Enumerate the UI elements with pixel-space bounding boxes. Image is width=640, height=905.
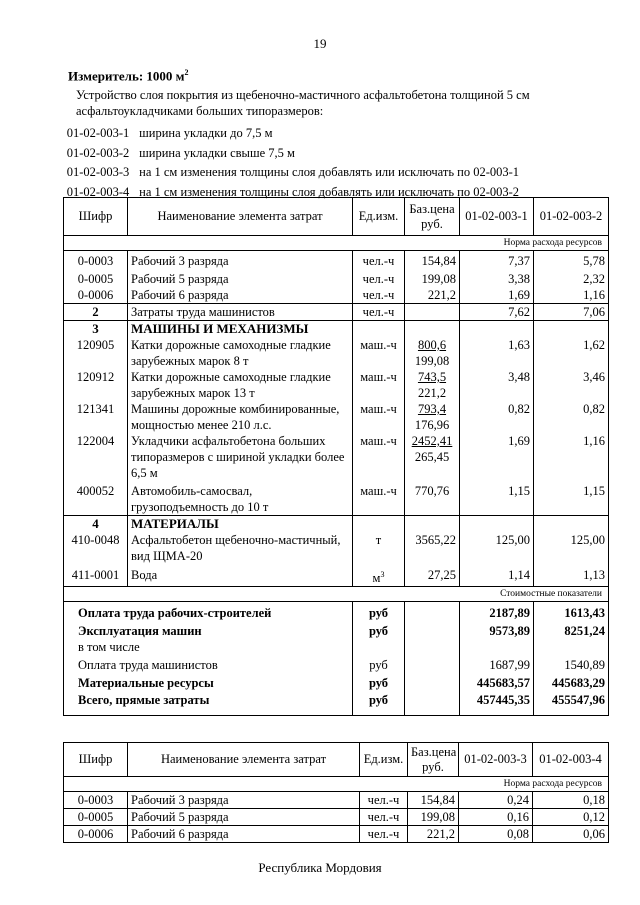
row-name: Рабочий 3 разряда: [128, 792, 360, 809]
row-code: 121341: [64, 401, 128, 433]
summary-unit: руб: [353, 602, 405, 622]
section-row: [64, 516, 609, 533]
table-row: [64, 369, 609, 401]
summary-row: [64, 655, 609, 673]
row-value-2: 0,18: [533, 792, 609, 809]
row-value-2: 5,78: [534, 251, 609, 270]
row-price: 154,84: [408, 792, 459, 809]
header-col2: 01-02-003-2: [534, 198, 609, 236]
row-name: Вода: [128, 564, 353, 587]
summary-value-1: 9573,89: [460, 621, 534, 639]
row-value-2: 1,16: [534, 433, 609, 481]
row-value-1: 1,15: [460, 481, 534, 516]
header-col2: 01-02-003-4: [533, 743, 609, 777]
price-primary: 2452,41: [411, 434, 453, 448]
summary-unit: руб: [353, 655, 405, 673]
header-col1: 01-02-003-3: [459, 743, 533, 777]
empty-cell: [405, 321, 460, 338]
row-unit: чел.-ч: [360, 792, 408, 809]
empty-cell: [353, 321, 405, 338]
header-unit: Ед.изм.: [360, 743, 408, 777]
table-row: [64, 337, 609, 369]
row-value-1: 1,69: [460, 433, 534, 481]
empty-cell: [405, 621, 460, 639]
row-price: [405, 369, 460, 401]
header-price: Баз.цена руб.: [408, 743, 459, 777]
code-id: 01-02-003-3: [66, 165, 130, 179]
measure-sup: 2: [184, 68, 189, 77]
table-row: [64, 809, 609, 826]
summary-value-1: 457445,35: [460, 691, 534, 715]
row-value-1: 1,14: [460, 564, 534, 587]
row-value-2: 7,06: [534, 304, 609, 321]
code-text: ширина укладки свыше 7,5 м: [139, 145, 295, 160]
resource-table-2: [63, 742, 609, 843]
row-name: Укладчики асфальтобетона больших типоразмеров с шириной укладки более 6,5 м: [128, 433, 353, 481]
section-title: МАТЕРИАЛЫ: [128, 516, 353, 533]
row-price: 221,2: [408, 826, 459, 843]
row-price: 199,08: [408, 809, 459, 826]
row-unit: чел.-ч: [360, 826, 408, 843]
empty-cell: [460, 639, 534, 655]
header-unit: Ед.изм.: [353, 198, 405, 236]
row-price: 3565,22: [405, 532, 460, 564]
row-price: 27,25: [405, 564, 460, 587]
row-value-1: 0,16: [459, 809, 533, 826]
row-code: 0-0006: [64, 287, 128, 304]
price-secondary: 176,96: [414, 418, 450, 432]
empty-cell: [534, 639, 609, 655]
row-value-2: 3,46: [534, 369, 609, 401]
summary-label: Оплата труда рабочих-строителей: [64, 602, 353, 622]
row-unit: чел.-ч: [353, 304, 405, 321]
row-name: Рабочий 6 разряда: [128, 826, 360, 843]
section-title: МАШИНЫ И МЕХАНИЗМЫ: [128, 321, 353, 338]
row-value-1: 0,82: [460, 401, 534, 433]
row-value-1: 7,62: [460, 304, 534, 321]
work-description: Устройство слоя покрытия из щебеночно-мастичного асфальтобетона толщиной 5 см асфальтоукладчиками больших типоразмеров:: [76, 88, 530, 118]
row-value-1: 3,48: [460, 369, 534, 401]
empty-cell: [460, 321, 534, 338]
empty-cell: [405, 639, 460, 655]
resource-table-1: [63, 197, 609, 716]
price-primary: 793,4: [417, 402, 447, 416]
row-value-2: 125,00: [534, 532, 609, 564]
summary-value-2: 445683,29: [534, 673, 609, 691]
row-unit: т: [353, 532, 405, 564]
row-value-1: 1,63: [460, 337, 534, 369]
summary-label: Материальные ресурсы: [64, 673, 353, 691]
empty-cell: [353, 516, 405, 533]
row-code: 120905: [64, 337, 128, 369]
row-value-2: 2,32: [534, 269, 609, 287]
summary-value-2: 1613,43: [534, 602, 609, 622]
price-secondary: 199,08: [414, 354, 450, 368]
summary-value-2: 1540,89: [534, 655, 609, 673]
row-code: 0-0005: [64, 269, 128, 287]
row-price: [405, 337, 460, 369]
table-row: [64, 481, 609, 516]
measure-label: Измеритель: 1000 м: [68, 68, 185, 84]
code-item: [60, 144, 519, 164]
row-price: [405, 433, 460, 481]
summary-value-1: 445683,57: [460, 673, 534, 691]
row-name: Катки дорожные самоходные гладкие зарубежных марок 13 т: [128, 369, 353, 401]
row-code: 122004: [64, 433, 128, 481]
empty-cell: [405, 655, 460, 673]
summary-value-2: 8251,24: [534, 621, 609, 639]
summary-label: Всего, прямые затраты: [64, 691, 353, 715]
row-value-2: 0,82: [534, 401, 609, 433]
code-list: [60, 124, 519, 202]
row-code: 410-0048: [64, 532, 128, 564]
norm-label: Норма расхода ресурсов: [64, 777, 609, 792]
summary-row: [64, 691, 609, 715]
row-name: Катки дорожные самоходные гладкие зарубежных марок 8 т: [128, 337, 353, 369]
summary-label: Эксплуатация машин: [64, 621, 353, 639]
row-code: 0-0006: [64, 826, 128, 843]
row-value-2: 1,13: [534, 564, 609, 587]
code-id: 01-02-003-1: [66, 126, 130, 140]
table-header: [64, 198, 609, 236]
table-row: [64, 304, 609, 321]
row-name: Затраты труда машинистов: [128, 304, 353, 321]
row-value-2: 0,12: [533, 809, 609, 826]
section-code: 4: [64, 516, 128, 533]
row-price: 221,2: [405, 287, 460, 304]
row-code: 400052: [64, 481, 128, 516]
norm-label: Норма расхода ресурсов: [64, 236, 609, 251]
row-name: Рабочий 6 разряда: [128, 287, 353, 304]
row-code: 411-0001: [64, 564, 128, 587]
row-unit: маш.-ч: [353, 369, 405, 401]
empty-cell: [405, 516, 460, 533]
section-code: 3: [64, 321, 128, 338]
row-value-2: 0,06: [533, 826, 609, 843]
price-primary: 743,5: [417, 370, 447, 384]
row-unit: маш.-ч: [353, 481, 405, 516]
row-value-2: 1,16: [534, 287, 609, 304]
code-item: [60, 124, 519, 144]
summary-unit: руб: [353, 691, 405, 715]
summary-value-2: 455547,96: [534, 691, 609, 715]
row-price: [405, 401, 460, 433]
table-row: [64, 826, 609, 843]
row-price: 154,84: [405, 251, 460, 270]
row-unit: чел.-ч: [353, 269, 405, 287]
table-row: [64, 564, 609, 587]
summary-row: [64, 639, 609, 655]
summary-label: Оплата труда машинистов: [64, 655, 353, 673]
row-price: 199,08: [405, 269, 460, 287]
norm-label-row: [64, 777, 609, 792]
price-secondary: 221,2: [417, 386, 447, 400]
row-name: Асфальтобетон щебеночно-мастичный, вид ЩМА-20: [128, 532, 353, 564]
summary-row: [64, 621, 609, 639]
summary-row: [64, 602, 609, 622]
header-code: Шифр: [64, 198, 128, 236]
summary-value-1: 1687,99: [460, 655, 534, 673]
row-unit: [353, 564, 405, 587]
code-text: ширина укладки до 7,5 м: [139, 126, 273, 140]
row-name: Машины дорожные комбинированные, мощностью менее 210 л.с.: [128, 401, 353, 433]
row-value-2: 1,15: [534, 481, 609, 516]
empty-cell: [534, 321, 609, 338]
header-price: Баз.цена руб.: [405, 198, 460, 236]
empty-cell: [405, 673, 460, 691]
summary-value-1: 2187,89: [460, 602, 534, 622]
section-row: [64, 321, 609, 338]
row-price: 770,76: [405, 481, 460, 516]
code-item: [60, 163, 519, 183]
price-primary: 800,6: [417, 338, 447, 352]
row-unit: чел.-ч: [353, 287, 405, 304]
page-number: 19: [313, 36, 327, 51]
empty-cell: [405, 691, 460, 715]
table-row: [64, 433, 609, 481]
cost-label-row: [64, 587, 609, 602]
row-value-1: 0,08: [459, 826, 533, 843]
code-text: на 1 см изменения толщины слоя добавлять или исключать по 02-003-2: [139, 184, 520, 199]
row-value-1: 125,00: [460, 532, 534, 564]
table-row: [64, 251, 609, 270]
code-text: на 1 см изменения толщины слоя добавлять или исключать по 02-003-1: [139, 165, 520, 179]
row-code: 0-0003: [64, 792, 128, 809]
empty-cell: [353, 639, 405, 655]
code-id: 01-02-003-2: [66, 145, 130, 160]
row-name: Рабочий 3 разряда: [128, 251, 353, 270]
row-code: 0-0003: [64, 251, 128, 270]
row-value-1: 7,37: [460, 251, 534, 270]
header-code: Шифр: [64, 743, 128, 777]
unit-base: м: [372, 571, 381, 586]
code-id: 01-02-003-4: [66, 184, 130, 199]
row-price: [405, 304, 460, 321]
table-header: [64, 743, 609, 777]
summary-label: в том числе: [64, 639, 353, 655]
row-value-1: 3,38: [460, 269, 534, 287]
summary-unit: руб: [353, 621, 405, 639]
row-unit: маш.-ч: [353, 401, 405, 433]
row-code: 120912: [64, 369, 128, 401]
table-row: [64, 269, 609, 287]
row-unit: маш.-ч: [353, 337, 405, 369]
row-unit: маш.-ч: [353, 433, 405, 481]
summary-unit: руб: [353, 673, 405, 691]
header-col1: 01-02-003-1: [460, 198, 534, 236]
table-row: [64, 287, 609, 304]
row-name: Автомобиль-самосвал, грузоподъемность до 10 т: [128, 481, 353, 516]
cost-label: Стоимостные показатели: [64, 587, 609, 602]
price-secondary: 265,45: [414, 450, 450, 464]
row-value-2: 1,62: [534, 337, 609, 369]
table-row: [64, 401, 609, 433]
footer-region: Республика Мордовия: [258, 860, 382, 875]
row-code: 0-0005: [64, 809, 128, 826]
row-value-1: 1,69: [460, 287, 534, 304]
empty-cell: [534, 516, 609, 533]
measure-unit: [68, 68, 189, 84]
header-name: Наименование элемента затрат: [128, 743, 360, 777]
row-name: Рабочий 5 разряда: [128, 269, 353, 287]
row-unit: чел.-ч: [353, 251, 405, 270]
row-value-1: 0,24: [459, 792, 533, 809]
empty-cell: [405, 602, 460, 622]
norm-label-row: [64, 236, 609, 251]
row-name: Рабочий 5 разряда: [128, 809, 360, 826]
empty-cell: [460, 516, 534, 533]
row-unit: чел.-ч: [360, 809, 408, 826]
summary-row: [64, 673, 609, 691]
unit-sup: 3: [380, 570, 385, 579]
section-code: 2: [64, 304, 128, 321]
header-name: Наименование элемента затрат: [128, 198, 353, 236]
table-row: [64, 792, 609, 809]
table-row: [64, 532, 609, 564]
